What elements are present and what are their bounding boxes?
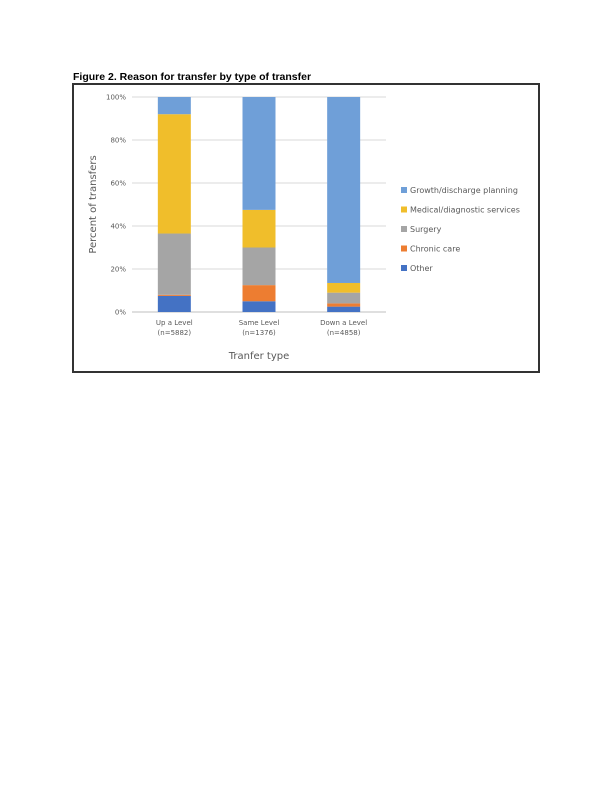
bar-segment-surgery xyxy=(243,248,276,286)
x-tick-label: Down a Level xyxy=(320,319,368,327)
figure-title: Figure 2. Reason for transfer by type of transfer xyxy=(73,71,312,83)
legend-swatch xyxy=(401,246,407,252)
y-tick-label: 100% xyxy=(105,93,126,102)
bar-segment-chronic-care xyxy=(243,285,276,301)
bar-segment-medical-diagnostic-services xyxy=(243,210,276,248)
bar-segment-surgery xyxy=(327,293,360,304)
y-tick-label: 80% xyxy=(110,136,126,145)
legend-swatch xyxy=(401,207,407,213)
chart-frame xyxy=(72,83,540,373)
legend-label: Growth/discharge planning xyxy=(410,186,518,195)
bar-segment-growth-discharge-planning xyxy=(158,97,191,114)
x-axis-title: Tranfer type xyxy=(228,351,290,362)
x-tick-label: Up a Level xyxy=(155,319,193,327)
legend-label: Surgery xyxy=(410,225,442,234)
y-tick-label: 20% xyxy=(110,265,126,274)
legend-swatch xyxy=(401,226,407,232)
legend-swatch xyxy=(401,265,407,271)
y-axis-title: Percent of transfers xyxy=(88,155,99,254)
y-tick-label: 60% xyxy=(110,179,126,188)
x-tick-label: Same Level xyxy=(238,319,280,327)
x-tick-label: (n=1376) xyxy=(242,329,276,337)
x-tick-label: (n=4858) xyxy=(326,329,361,337)
bar-segment-medical-diagnostic-services xyxy=(158,114,191,233)
bar-segment-surgery xyxy=(158,234,191,295)
x-tick-label: (n=5882) xyxy=(157,329,192,337)
bar-segment-medical-diagnostic-services xyxy=(327,283,360,293)
y-tick-label: 40% xyxy=(110,222,126,231)
legend-label: Other xyxy=(410,264,433,273)
bar-segment-other xyxy=(158,296,191,312)
legend-label: Chronic care xyxy=(410,244,461,254)
y-tick-label: 0% xyxy=(114,308,126,317)
stacked-bar-chart xyxy=(74,85,538,371)
bar-segment-other xyxy=(327,307,360,312)
legend-label: Medical/diagnostic services xyxy=(410,205,520,215)
bar-segment-growth-discharge-planning xyxy=(327,97,360,283)
legend-swatch xyxy=(401,187,407,193)
bar-segment-chronic-care xyxy=(158,295,191,296)
bar-segment-growth-discharge-planning xyxy=(243,97,276,210)
bar-segment-chronic-care xyxy=(327,303,360,306)
bar-segment-other xyxy=(243,301,276,312)
